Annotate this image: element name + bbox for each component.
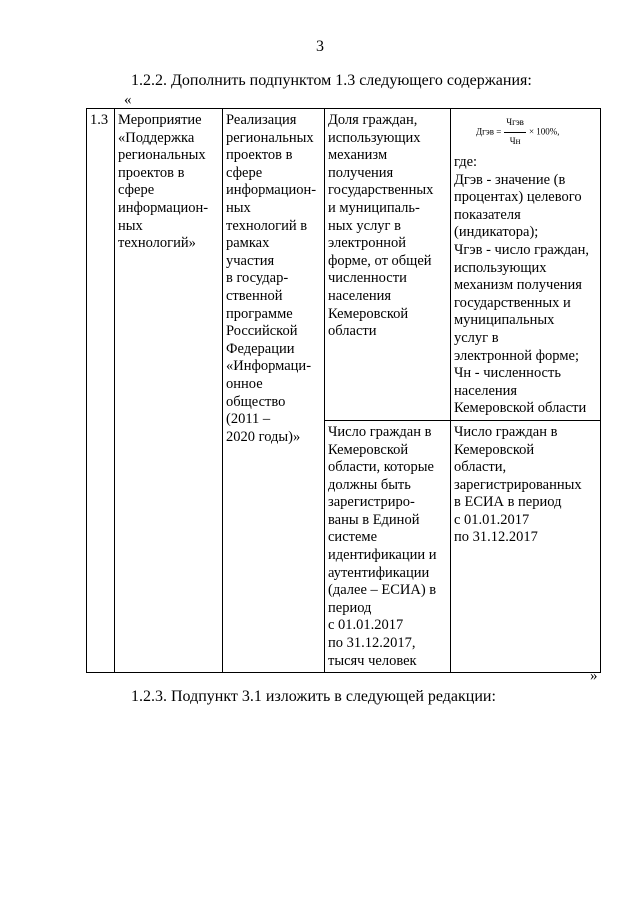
table-row — [87, 109, 601, 421]
indicators-table — [86, 108, 601, 673]
row-number-cell: 1.3 — [87, 109, 115, 673]
method-cell-2: Число граждан в Кемеровской области, зарегистрированных в ЕСИА в период с 01.01.2017 по 31.12.2017 — [451, 420, 601, 672]
method-cell-1 — [451, 109, 601, 421]
paragraph-1-2-2: 1.2.2. Дополнить подпунктом 1.3 следующего содержания: — [131, 72, 532, 89]
indicator-cell-2: Число граждан в Кемеровской области, которые должны быть зарегистриро- ваны в Единой системе идентификации и аутентификации (далее – ЕСИА) в период с 01.01.2017 по 31.12.2017, тысяч человек — [325, 420, 451, 672]
formula-lhs: Дгэв = — [476, 126, 502, 137]
formula-denominator: Чн — [509, 135, 521, 146]
formula-fraction — [504, 114, 526, 150]
page-number: 3 — [316, 38, 324, 55]
opening-quote: « — [124, 92, 132, 108]
indicator-cell-1: Доля граждан, использующих механизм получения государственных и муниципаль- ных услуг в электронной форме, от общей численности населения Кемеровской области — [325, 109, 451, 421]
closing-quote: » — [590, 668, 598, 684]
method-text-1: где: Дгэв - значение (в процентах) целевого показателя (индикатора); Чгэв - число граждан, использующих механизм получения государственных и муниципальных услуг в электронной форме; Чн - численность населения Кемеровской области — [454, 154, 589, 417]
paragraph-1-2-3: 1.2.3. Подпункт 3.1 изложить в следующей редакции: — [131, 688, 496, 705]
program-cell: Реализация региональных проектов в сфере информацион- ных технологий в рамках участия в государ- ственной программе Российской Федерации «Информаци- онное общество (2011 – 2020 годы)» — [223, 109, 325, 673]
event-cell: Мероприятие «Поддержка региональных проектов в сфере информацион- ных технологий» — [115, 109, 223, 673]
formula-numerator: Чгэв — [504, 114, 526, 133]
formula-tail: × 100%, — [528, 126, 560, 137]
formula — [454, 112, 597, 154]
